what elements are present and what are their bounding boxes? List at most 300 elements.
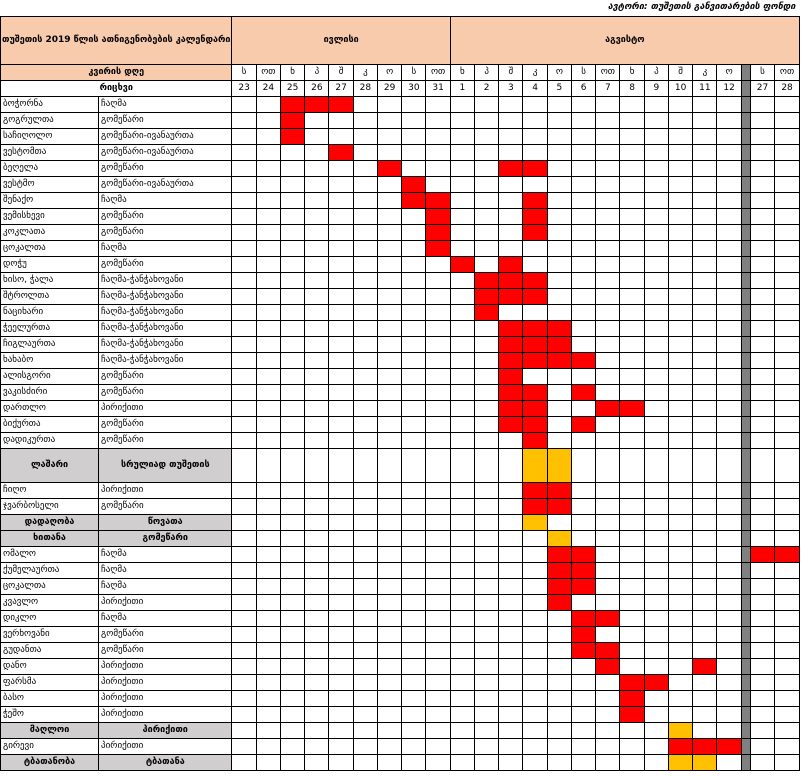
empty-day-cell xyxy=(474,432,498,448)
date-cell: 23 xyxy=(232,80,256,96)
separator-cell xyxy=(741,144,750,160)
empty-day-cell xyxy=(474,256,498,272)
empty-day-cell xyxy=(693,96,717,112)
empty-day-cell xyxy=(644,368,668,384)
empty-day-cell xyxy=(644,626,668,642)
empty-day-cell xyxy=(402,256,426,272)
empty-day-cell xyxy=(596,256,620,272)
corner-blank xyxy=(1,0,232,16)
empty-day-cell xyxy=(644,176,668,192)
empty-day-cell xyxy=(353,610,377,626)
empty-day-cell xyxy=(353,192,377,208)
empty-day-cell xyxy=(596,674,620,690)
community-name: პირიქითი xyxy=(99,482,232,498)
empty-day-cell xyxy=(717,514,741,530)
empty-day-cell xyxy=(717,336,741,352)
weekday-cell: ო xyxy=(377,64,401,80)
empty-day-cell xyxy=(305,482,329,498)
empty-day-cell xyxy=(305,754,329,770)
village-name: ვემისხევი xyxy=(1,208,99,224)
weekday-cell: კ xyxy=(523,64,547,80)
community-name: გომეწარი xyxy=(99,498,232,514)
empty-day-cell xyxy=(693,112,717,128)
empty-day-cell xyxy=(596,578,620,594)
empty-day-cell xyxy=(571,706,595,722)
village-name: ჭეშო xyxy=(1,706,99,722)
festival-day-cell xyxy=(547,320,571,336)
empty-day-cell xyxy=(668,368,692,384)
empty-day-cell xyxy=(523,562,547,578)
empty-day-cell xyxy=(450,674,474,690)
village-row xyxy=(1,594,800,610)
empty-day-cell xyxy=(717,224,741,240)
empty-day-cell xyxy=(474,416,498,432)
empty-day-cell xyxy=(523,96,547,112)
weekday-cell: პ xyxy=(305,64,329,80)
empty-day-cell xyxy=(668,336,692,352)
empty-day-cell xyxy=(499,706,523,722)
empty-day-cell xyxy=(620,224,644,240)
separator-cell xyxy=(741,128,750,144)
village-row xyxy=(1,176,800,192)
empty-day-cell xyxy=(426,738,450,754)
empty-day-cell xyxy=(596,384,620,400)
empty-day-cell xyxy=(377,192,401,208)
empty-day-cell xyxy=(305,658,329,674)
empty-day-cell xyxy=(450,96,474,112)
empty-day-cell xyxy=(499,96,523,112)
festival-day-cell xyxy=(499,416,523,432)
empty-day-cell xyxy=(426,416,450,432)
empty-day-cell xyxy=(775,128,800,144)
community-name: გომეწარი-ივანაურთა xyxy=(99,128,232,144)
empty-day-cell xyxy=(596,192,620,208)
empty-day-cell xyxy=(426,320,450,336)
empty-day-cell xyxy=(305,128,329,144)
empty-day-cell xyxy=(571,96,595,112)
empty-day-cell xyxy=(377,128,401,144)
empty-day-cell xyxy=(305,336,329,352)
empty-day-cell xyxy=(750,368,774,384)
empty-day-cell xyxy=(668,530,692,546)
empty-day-cell xyxy=(668,642,692,658)
empty-day-cell xyxy=(232,224,256,240)
empty-day-cell xyxy=(547,400,571,416)
separator-cell xyxy=(741,240,750,256)
festival-day-cell xyxy=(547,594,571,610)
empty-day-cell xyxy=(693,514,717,530)
village-row xyxy=(1,272,800,288)
empty-day-cell xyxy=(329,432,353,448)
major-festival-day-cell xyxy=(523,514,547,530)
empty-day-cell xyxy=(717,562,741,578)
festival-day-cell xyxy=(571,562,595,578)
empty-day-cell xyxy=(775,690,800,706)
empty-day-cell xyxy=(644,416,668,432)
empty-day-cell xyxy=(750,176,774,192)
empty-day-cell xyxy=(668,176,692,192)
empty-day-cell xyxy=(596,722,620,738)
empty-day-cell xyxy=(329,352,353,368)
empty-day-cell xyxy=(426,562,450,578)
empty-day-cell xyxy=(750,610,774,626)
empty-day-cell xyxy=(750,658,774,674)
empty-day-cell xyxy=(305,594,329,610)
empty-day-cell xyxy=(620,368,644,384)
empty-day-cell xyxy=(717,432,741,448)
empty-day-cell xyxy=(717,368,741,384)
empty-day-cell xyxy=(474,176,498,192)
village-name: შენაქო xyxy=(1,192,99,208)
festival-day-cell xyxy=(499,272,523,288)
separator-cell xyxy=(741,208,750,224)
empty-day-cell xyxy=(547,368,571,384)
empty-day-cell xyxy=(750,320,774,336)
empty-day-cell xyxy=(232,320,256,336)
empty-day-cell xyxy=(280,674,304,690)
empty-day-cell xyxy=(596,224,620,240)
festival-day-cell xyxy=(499,288,523,304)
festival-day-cell xyxy=(547,482,571,498)
empty-day-cell xyxy=(305,384,329,400)
empty-day-cell xyxy=(644,610,668,626)
village-row xyxy=(1,432,800,448)
empty-day-cell xyxy=(693,642,717,658)
separator-cell xyxy=(741,546,750,562)
empty-day-cell xyxy=(232,400,256,416)
empty-day-cell xyxy=(329,112,353,128)
weekday-cell: კ xyxy=(693,64,717,80)
empty-day-cell xyxy=(668,192,692,208)
empty-day-cell xyxy=(377,224,401,240)
empty-day-cell xyxy=(717,288,741,304)
community-name: პირიქითი xyxy=(99,658,232,674)
empty-day-cell xyxy=(353,754,377,770)
community-name: ჩაღმა xyxy=(99,562,232,578)
community-name: გომეწარი xyxy=(99,224,232,240)
weekday-cell: პ xyxy=(644,64,668,80)
empty-day-cell xyxy=(450,160,474,176)
village-name: დადიკურთა xyxy=(1,432,99,448)
community-name: გომეწარი xyxy=(99,416,232,432)
empty-day-cell xyxy=(280,578,304,594)
empty-day-cell xyxy=(571,192,595,208)
empty-day-cell xyxy=(499,240,523,256)
empty-day-cell xyxy=(596,690,620,706)
empty-day-cell xyxy=(280,642,304,658)
empty-day-cell xyxy=(232,514,256,530)
festival-day-cell xyxy=(474,304,498,320)
empty-day-cell xyxy=(693,400,717,416)
empty-day-cell xyxy=(353,256,377,272)
empty-day-cell xyxy=(450,272,474,288)
empty-day-cell xyxy=(775,272,800,288)
empty-day-cell xyxy=(750,674,774,690)
festival-day-cell xyxy=(329,144,353,160)
empty-day-cell xyxy=(280,690,304,706)
festival-day-cell xyxy=(523,432,547,448)
empty-day-cell xyxy=(256,722,280,738)
empty-day-cell xyxy=(256,754,280,770)
empty-day-cell xyxy=(499,208,523,224)
empty-day-cell xyxy=(305,674,329,690)
empty-day-cell xyxy=(775,658,800,674)
empty-day-cell xyxy=(750,272,774,288)
empty-day-cell xyxy=(775,320,800,336)
empty-day-cell xyxy=(620,432,644,448)
community-name: ჩაღმა xyxy=(99,96,232,112)
empty-day-cell xyxy=(450,578,474,594)
empty-day-cell xyxy=(571,482,595,498)
empty-day-cell xyxy=(668,674,692,690)
empty-day-cell xyxy=(450,626,474,642)
empty-day-cell xyxy=(717,754,741,770)
empty-day-cell xyxy=(693,384,717,400)
empty-day-cell xyxy=(426,546,450,562)
empty-day-cell xyxy=(474,498,498,514)
village-row xyxy=(1,368,800,384)
empty-day-cell xyxy=(547,384,571,400)
empty-day-cell xyxy=(620,112,644,128)
weekday-cell: კ xyxy=(353,64,377,80)
empty-day-cell xyxy=(450,112,474,128)
date-cell: 26 xyxy=(305,80,329,96)
empty-day-cell xyxy=(426,626,450,642)
empty-day-cell xyxy=(450,320,474,336)
empty-day-cell xyxy=(499,626,523,642)
section-name: დადაღობა xyxy=(1,514,99,530)
empty-day-cell xyxy=(402,384,426,400)
festival-day-cell xyxy=(596,658,620,674)
empty-day-cell xyxy=(353,738,377,754)
empty-day-cell xyxy=(620,96,644,112)
community-name: გომეწარი xyxy=(99,642,232,658)
empty-day-cell xyxy=(450,594,474,610)
empty-day-cell xyxy=(644,722,668,738)
festival-day-cell xyxy=(571,352,595,368)
empty-day-cell xyxy=(717,192,741,208)
empty-day-cell xyxy=(693,256,717,272)
empty-day-cell xyxy=(256,416,280,432)
community-name: გომეწარი xyxy=(99,432,232,448)
festival-day-cell xyxy=(620,706,644,722)
festival-day-cell xyxy=(596,642,620,658)
empty-day-cell xyxy=(596,738,620,754)
village-row xyxy=(1,690,800,706)
empty-day-cell xyxy=(775,514,800,530)
empty-day-cell xyxy=(750,482,774,498)
date-cell: 4 xyxy=(523,80,547,96)
empty-day-cell xyxy=(329,690,353,706)
empty-day-cell xyxy=(571,498,595,514)
village-name: ვერხოვანი xyxy=(1,626,99,642)
date-cell: 2 xyxy=(474,80,498,96)
separator-cell xyxy=(741,448,750,482)
empty-day-cell xyxy=(620,498,644,514)
empty-day-cell xyxy=(305,272,329,288)
empty-day-cell xyxy=(693,336,717,352)
section-name: ლაშარი xyxy=(1,448,99,482)
empty-day-cell xyxy=(256,738,280,754)
date-cell: 25 xyxy=(280,80,304,96)
weekday-cell: ს xyxy=(750,64,774,80)
empty-day-cell xyxy=(426,722,450,738)
empty-day-cell xyxy=(547,192,571,208)
empty-day-cell xyxy=(353,642,377,658)
empty-day-cell xyxy=(717,674,741,690)
empty-day-cell xyxy=(596,288,620,304)
empty-day-cell xyxy=(717,144,741,160)
separator-cell xyxy=(741,320,750,336)
village-row xyxy=(1,482,800,498)
empty-day-cell xyxy=(571,658,595,674)
village-name: საჩიღოლო xyxy=(1,128,99,144)
empty-day-cell xyxy=(644,128,668,144)
empty-day-cell xyxy=(353,208,377,224)
major-festival-day-cell xyxy=(547,530,571,546)
empty-day-cell xyxy=(377,272,401,288)
empty-day-cell xyxy=(523,754,547,770)
community-name: გომეწარი xyxy=(99,208,232,224)
empty-day-cell xyxy=(750,738,774,754)
separator-cell xyxy=(741,610,750,626)
empty-day-cell xyxy=(523,626,547,642)
empty-day-cell xyxy=(280,432,304,448)
empty-day-cell xyxy=(596,304,620,320)
village-name: ჯვარბოსელი xyxy=(1,498,99,514)
empty-day-cell xyxy=(305,642,329,658)
empty-day-cell xyxy=(402,224,426,240)
empty-day-cell xyxy=(474,626,498,642)
weekday-cell: ოთ xyxy=(256,64,280,80)
festival-day-cell xyxy=(523,320,547,336)
empty-day-cell xyxy=(280,224,304,240)
empty-day-cell xyxy=(474,482,498,498)
empty-day-cell xyxy=(426,304,450,320)
empty-day-cell xyxy=(402,448,426,482)
village-name: დიკლო xyxy=(1,610,99,626)
separator-cell xyxy=(741,658,750,674)
community-name: ჩაღმა xyxy=(99,578,232,594)
empty-day-cell xyxy=(474,530,498,546)
empty-day-cell xyxy=(750,384,774,400)
date-cell: 10 xyxy=(668,80,692,96)
empty-day-cell xyxy=(450,432,474,448)
empty-day-cell xyxy=(474,192,498,208)
separator-cell xyxy=(741,176,750,192)
empty-day-cell xyxy=(644,546,668,562)
festival-day-cell xyxy=(571,610,595,626)
empty-day-cell xyxy=(474,690,498,706)
empty-day-cell xyxy=(353,96,377,112)
empty-day-cell xyxy=(750,96,774,112)
empty-day-cell xyxy=(668,272,692,288)
empty-day-cell xyxy=(256,642,280,658)
empty-day-cell xyxy=(232,674,256,690)
community-name: პირიქითი xyxy=(99,706,232,722)
empty-day-cell xyxy=(256,176,280,192)
empty-day-cell xyxy=(620,578,644,594)
empty-day-cell xyxy=(523,112,547,128)
empty-day-cell xyxy=(571,368,595,384)
village-name: ქუმელაურთა xyxy=(1,562,99,578)
empty-day-cell xyxy=(402,530,426,546)
empty-day-cell xyxy=(775,160,800,176)
community-name: პირიქითი xyxy=(99,674,232,690)
empty-day-cell xyxy=(644,336,668,352)
empty-day-cell xyxy=(256,288,280,304)
empty-day-cell xyxy=(280,336,304,352)
community-name: ჩაღმა xyxy=(99,240,232,256)
empty-day-cell xyxy=(280,144,304,160)
empty-day-cell xyxy=(596,432,620,448)
section-name: მაღლოი xyxy=(1,722,99,738)
weekday-cell: ოთ xyxy=(426,64,450,80)
empty-day-cell xyxy=(750,224,774,240)
empty-day-cell xyxy=(620,208,644,224)
empty-day-cell xyxy=(596,272,620,288)
empty-day-cell xyxy=(353,240,377,256)
empty-day-cell xyxy=(717,416,741,432)
empty-day-cell xyxy=(547,642,571,658)
empty-day-cell xyxy=(353,514,377,530)
empty-day-cell xyxy=(353,336,377,352)
empty-day-cell xyxy=(256,546,280,562)
date-cell: 12 xyxy=(717,80,741,96)
festival-day-cell xyxy=(426,240,450,256)
empty-day-cell xyxy=(596,96,620,112)
empty-day-cell xyxy=(280,288,304,304)
empty-day-cell xyxy=(426,368,450,384)
empty-day-cell xyxy=(256,562,280,578)
empty-day-cell xyxy=(305,514,329,530)
empty-day-cell xyxy=(523,706,547,722)
empty-day-cell xyxy=(750,304,774,320)
empty-day-cell xyxy=(547,272,571,288)
empty-day-cell xyxy=(353,144,377,160)
empty-day-cell xyxy=(280,594,304,610)
empty-day-cell xyxy=(280,482,304,498)
empty-day-cell xyxy=(329,594,353,610)
festival-day-cell xyxy=(499,352,523,368)
date-cell: 9 xyxy=(644,80,668,96)
empty-day-cell xyxy=(280,320,304,336)
empty-day-cell xyxy=(693,224,717,240)
empty-day-cell xyxy=(644,208,668,224)
empty-day-cell xyxy=(353,530,377,546)
empty-day-cell xyxy=(353,128,377,144)
empty-day-cell xyxy=(402,706,426,722)
empty-day-cell xyxy=(693,690,717,706)
empty-day-cell xyxy=(256,530,280,546)
empty-day-cell xyxy=(523,642,547,658)
empty-day-cell xyxy=(775,594,800,610)
empty-day-cell xyxy=(377,320,401,336)
empty-day-cell xyxy=(329,256,353,272)
village-row xyxy=(1,416,800,432)
village-row xyxy=(1,256,800,272)
village-row xyxy=(1,674,800,690)
empty-day-cell xyxy=(668,546,692,562)
empty-day-cell xyxy=(426,514,450,530)
empty-day-cell xyxy=(256,514,280,530)
empty-day-cell xyxy=(426,498,450,514)
empty-day-cell xyxy=(499,530,523,546)
empty-day-cell xyxy=(717,128,741,144)
village-name: ნაციხარი xyxy=(1,304,99,320)
empty-day-cell xyxy=(547,304,571,320)
empty-day-cell xyxy=(426,272,450,288)
